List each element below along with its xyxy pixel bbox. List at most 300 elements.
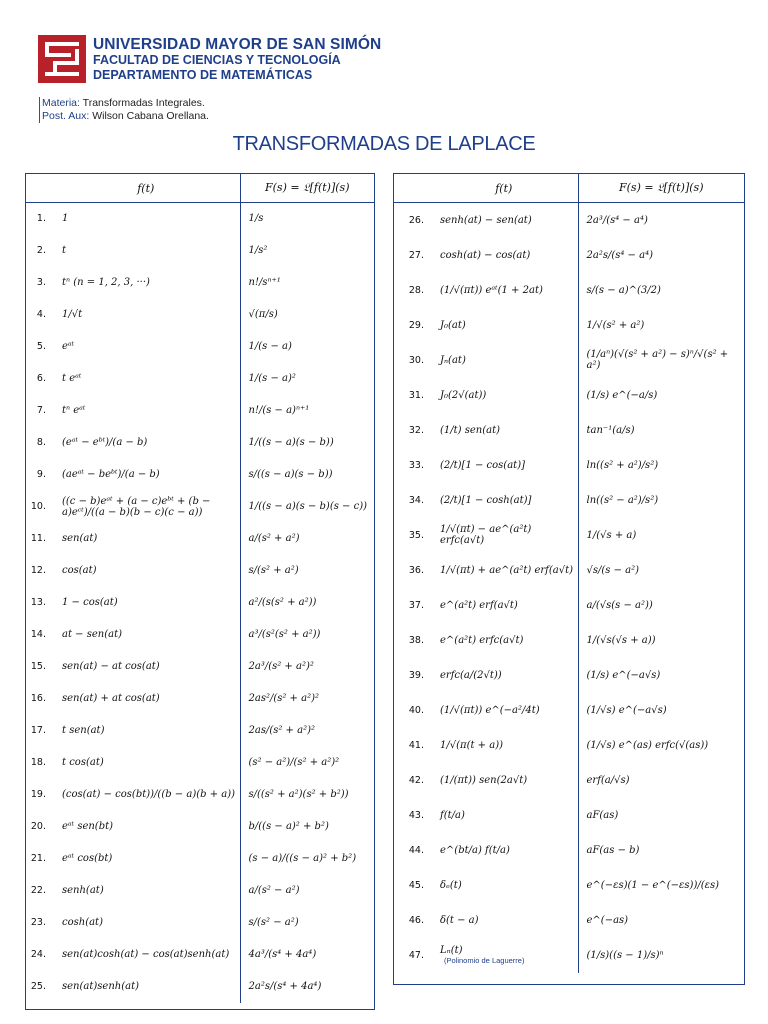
- formula-transform-text: √s/(s − a²): [586, 564, 640, 576]
- formula-function: [52, 747, 240, 779]
- formula-number-text: 3.: [36, 277, 46, 288]
- aux-value: Wilson Cabana Orellana.: [92, 110, 209, 122]
- formula-number: [26, 203, 52, 235]
- formula-number-text: 44.: [408, 844, 424, 856]
- formula-number: [26, 395, 52, 427]
- formula-transform: [578, 588, 744, 623]
- formula-function-text: J₀(at): [440, 319, 466, 331]
- table-row: [394, 728, 744, 763]
- table-row: [394, 273, 744, 308]
- formula-function: [430, 693, 578, 728]
- formula-number-text: 43.: [408, 809, 424, 821]
- header-function: f(t): [430, 174, 578, 203]
- formula-transform-text: 1/√(s² + a²): [586, 319, 645, 331]
- formula-function: [430, 413, 578, 448]
- table-row: [26, 235, 374, 267]
- formula-number-text: 18.: [30, 757, 46, 768]
- formula-function-text: (aeᵃᵗ − beᵇᵗ)/(a − b): [62, 469, 160, 480]
- formula-function: [52, 971, 240, 1003]
- formula-number: [26, 651, 52, 683]
- formula-transform-text: √(π/s): [248, 309, 278, 320]
- formula-function-text: senh(at): [62, 885, 104, 896]
- formula-function: [430, 308, 578, 343]
- formula-function: [52, 491, 240, 523]
- table-row: [26, 715, 374, 747]
- formula-function-text: e^(a²t) erf(a√t): [440, 599, 518, 611]
- formula-function-text: sen(at) + at cos(at): [62, 693, 160, 704]
- table-row: [26, 587, 374, 619]
- formula-function: [430, 623, 578, 658]
- subject-value: Transformadas Integrales.: [82, 97, 205, 109]
- table-row: [394, 238, 744, 273]
- formula-transform: [578, 343, 744, 378]
- formula-number: [26, 779, 52, 811]
- formula-number-text: 17.: [30, 725, 46, 736]
- table-row: [26, 683, 374, 715]
- laplace-table-right: [393, 173, 745, 985]
- header-function: f(t): [52, 174, 240, 203]
- formula-number: [26, 875, 52, 907]
- formula-function-text: δₑ(t): [440, 879, 462, 891]
- table-row: [26, 491, 374, 523]
- formula-transform-text: aF(as): [586, 809, 619, 821]
- formula-transform-text: 1/s²: [248, 245, 268, 256]
- formula-transform: [578, 203, 744, 238]
- formula-transform-text: ln((s² + a²)/s²): [586, 459, 659, 471]
- formula-number-text: 2.: [36, 245, 46, 256]
- formula-number: [26, 331, 52, 363]
- formula-transform-text: 1/((s − a)(s − b)(s − c)): [248, 501, 368, 512]
- header-transform: F(s) = 𝔏[f(t)](s): [240, 174, 374, 203]
- formula-number-text: 29.: [408, 319, 424, 331]
- formula-function: [430, 238, 578, 273]
- formula-transform-text: n!/(s − a)ⁿ⁺¹: [248, 405, 310, 416]
- table-row: [394, 308, 744, 343]
- formula-function-text: Jₙ(at): [440, 354, 466, 366]
- formula-transform-text: erf(a/√s): [586, 774, 630, 786]
- formula-number-text: 46.: [408, 914, 424, 926]
- formula-transform-text: 4a³/(s⁴ + 4a⁴): [248, 949, 317, 960]
- formula-number-text: 25.: [30, 981, 46, 992]
- table-row: [26, 331, 374, 363]
- formula-transform-text: a³/(s²(s² + a²)): [248, 629, 321, 640]
- formula-function: [52, 555, 240, 587]
- formula-number: [26, 587, 52, 619]
- formula-transform-text: 1/(s − a): [248, 341, 292, 352]
- formula-number: [394, 798, 430, 833]
- formula-number-text: 13.: [30, 597, 46, 608]
- formula-transform: [578, 483, 744, 518]
- formula-function-text: t: [62, 245, 67, 256]
- formula-transform: [578, 518, 744, 553]
- formula-number: [26, 363, 52, 395]
- formula-transform: [578, 798, 744, 833]
- formula-function: [52, 235, 240, 267]
- formula-number-text: 34.: [408, 494, 424, 506]
- formula-number: [26, 299, 52, 331]
- formula-transform: [240, 555, 374, 587]
- formula-number: [26, 427, 52, 459]
- table-row: [26, 395, 374, 427]
- university-logo: [38, 35, 86, 83]
- formula-function-text: 1/√t: [62, 309, 83, 320]
- formula-transform: [578, 938, 744, 973]
- table-row: [394, 763, 744, 798]
- formula-number-text: 22.: [30, 885, 46, 896]
- formula-transform: [578, 903, 744, 938]
- formula-number: [26, 811, 52, 843]
- formula-number: [26, 235, 52, 267]
- formula-transform-text: 2a³/(s⁴ − a⁴): [586, 214, 648, 226]
- formula-number-text: 36.: [408, 564, 424, 576]
- formula-number: [26, 939, 52, 971]
- formula-transform: [578, 728, 744, 763]
- formula-function: [430, 903, 578, 938]
- table-row: [394, 518, 744, 553]
- formula-transform-text: 1/(s − a)²: [248, 373, 296, 384]
- table-row: [26, 843, 374, 875]
- formula-function-text: t cos(at): [62, 757, 104, 768]
- formula-transform: [578, 553, 744, 588]
- table-row: [394, 693, 744, 728]
- formula-function: [52, 843, 240, 875]
- formula-transform: [240, 747, 374, 779]
- formula-number: [26, 619, 52, 651]
- formula-function: [52, 619, 240, 651]
- formula-function-text: (2/t)[1 − cosh(at)]: [440, 494, 532, 506]
- formula-function: [52, 811, 240, 843]
- formula-function: [52, 363, 240, 395]
- formula-number: [394, 553, 430, 588]
- formula-function: [52, 683, 240, 715]
- formula-transform-text: (s² − a²)/(s² + a²)²: [248, 757, 340, 768]
- formula-transform: [240, 811, 374, 843]
- formula-number: [394, 903, 430, 938]
- header-number: [26, 174, 52, 203]
- formula-number: [394, 343, 430, 378]
- formula-function: [52, 331, 240, 363]
- formula-transform: [240, 267, 374, 299]
- formula-number-text: 45.: [408, 879, 424, 891]
- formula-number: [26, 523, 52, 555]
- formula-transform: [578, 833, 744, 868]
- formula-number-text: 15.: [30, 661, 46, 672]
- formula-number: [26, 267, 52, 299]
- formula-function: [430, 378, 578, 413]
- formula-transform: [240, 459, 374, 491]
- formula-number: [394, 378, 430, 413]
- table-row: [394, 903, 744, 938]
- formula-transform: [240, 491, 374, 523]
- formula-function: [430, 203, 578, 238]
- formula-transform: [578, 413, 744, 448]
- university-name: UNIVERSIDAD MAYOR DE SAN SIMÓN: [93, 36, 382, 53]
- formula-number-text: 39.: [408, 669, 424, 681]
- formula-number-text: 33.: [408, 459, 424, 471]
- formula-number-text: 6.: [36, 373, 46, 384]
- formula-number: [26, 491, 52, 523]
- formula-function: [52, 523, 240, 555]
- formula-transform-text: 1/((s − a)(s − b)): [248, 437, 334, 448]
- formula-transform-text: 1/(√s(√s + a)): [586, 634, 656, 646]
- formula-note: (Polinomio de Laguerre): [444, 956, 525, 965]
- formula-transform-text: (s − a)/((s − a)² + b²): [248, 853, 357, 864]
- formula-function-text: (1/t) sen(at): [440, 424, 501, 436]
- formula-function-text: δ(t − a): [440, 914, 479, 926]
- formula-transform-text: s/(s² − a²): [248, 917, 299, 928]
- formula-function-text: 1/√(π(t + a)): [440, 739, 503, 751]
- formula-transform-text: s/(s² + a²): [248, 565, 299, 576]
- formula-transform: [578, 448, 744, 483]
- formula-function-text: (1/√(πt)) e^(−a²/4t): [440, 704, 540, 716]
- department-name: DEPARTAMENTO DE MATEMÁTICAS: [93, 68, 313, 82]
- faculty-name: FACULTAD DE CIENCIAS Y TECNOLOGÍA: [93, 53, 341, 67]
- formula-function: [52, 587, 240, 619]
- table-row: [26, 747, 374, 779]
- formula-function: [52, 203, 240, 235]
- formula-transform-text: s/((s² + a²)(s² + b²)): [248, 789, 349, 800]
- formula-number-text: 47.: [408, 949, 424, 961]
- formula-transform: [578, 378, 744, 413]
- formula-function-text: (2/t)[1 − cos(at)]: [440, 459, 525, 471]
- formula-function-text: sen(at)senh(at): [62, 981, 139, 992]
- formula-number-text: 37.: [408, 599, 424, 611]
- formula-function: [430, 273, 578, 308]
- formula-function: [430, 588, 578, 623]
- formula-function-text: (1/(πt)) sen(2a√t): [440, 774, 528, 786]
- formula-function: [430, 553, 578, 588]
- formula-number: [394, 868, 430, 903]
- formula-number: [394, 483, 430, 518]
- formula-function: [52, 427, 240, 459]
- formula-number: [394, 623, 430, 658]
- formula-function-text: 1: [62, 213, 69, 225]
- aux-line: [42, 110, 209, 123]
- formula-transform: [240, 651, 374, 683]
- formula-transform-text: e^(−as): [586, 914, 629, 926]
- formula-function-text: tⁿ (n = 1, 2, 3, ···): [62, 277, 150, 288]
- formula-number: [26, 907, 52, 939]
- formula-transform-text: s/(s − a)^(3/2): [586, 284, 661, 296]
- table-row: [394, 553, 744, 588]
- formula-number-text: 19.: [30, 789, 46, 800]
- formula-transform: [240, 203, 374, 235]
- table-row: [26, 363, 374, 395]
- formula-transform-text: (1/aⁿ)(√(s² + a²) − s)ⁿ/√(s² + a²): [586, 349, 729, 371]
- formula-transform-text: (1/√s) e^(−a√s): [586, 704, 667, 716]
- formula-transform: [578, 763, 744, 798]
- formula-transform: [240, 683, 374, 715]
- formula-transform: [240, 587, 374, 619]
- table-row: [394, 483, 744, 518]
- formula-transform-text: a/(s² − a²): [248, 885, 300, 896]
- formula-function: [52, 907, 240, 939]
- formula-transform: [240, 939, 374, 971]
- formula-number-text: 31.: [408, 389, 424, 401]
- table-row: [394, 833, 744, 868]
- formula-function-text: 1/√(πt) + ae^(a²t) erf(a√t): [440, 564, 574, 576]
- aux-label: Post. Aux:: [42, 110, 90, 122]
- formula-transform-text: s/((s − a)(s − b)): [248, 469, 333, 480]
- formula-transform: [578, 658, 744, 693]
- formula-function-text: at − sen(at): [62, 629, 122, 640]
- formula-function: [52, 715, 240, 747]
- table-row: [394, 343, 744, 378]
- formula-function: [430, 833, 578, 868]
- formula-number: [394, 203, 430, 238]
- formula-number-text: 41.: [408, 739, 424, 751]
- formula-transform: [240, 779, 374, 811]
- formula-number-text: 23.: [30, 917, 46, 928]
- formula-function-text: t eᵃᵗ: [62, 373, 82, 384]
- formula-number-text: 8.: [36, 437, 46, 448]
- laplace-table-left: [25, 173, 375, 1010]
- formula-function-text: f(t/a): [440, 809, 465, 821]
- formula-number: [394, 728, 430, 763]
- formula-number-text: 7.: [36, 405, 46, 416]
- formula-function: [52, 459, 240, 491]
- formula-function: [430, 798, 578, 833]
- formula-function: [430, 938, 578, 973]
- formula-transform-text: 2a²s/(s⁴ − a⁴): [586, 249, 653, 261]
- formula-function-text: eᵃᵗ cos(bt): [62, 853, 113, 864]
- formula-transform: [240, 299, 374, 331]
- formula-function: [52, 267, 240, 299]
- formula-number: [394, 693, 430, 728]
- formula-transform: [240, 363, 374, 395]
- table-row: [26, 523, 374, 555]
- formula-function: [430, 343, 578, 378]
- table-row: [394, 378, 744, 413]
- formula-number: [26, 843, 52, 875]
- formula-number: [394, 938, 430, 973]
- formula-function: [52, 299, 240, 331]
- formula-transform: [240, 875, 374, 907]
- table-row: [394, 203, 744, 238]
- formula-function-text: senh(at) − sen(at): [440, 214, 532, 226]
- table-row: [394, 588, 744, 623]
- formula-number: [394, 273, 430, 308]
- formula-number-text: 38.: [408, 634, 424, 646]
- formula-function-text: (1/√(πt)) eᵃᵗ(1 + 2at): [440, 284, 543, 296]
- formula-transform-text: a/(√s(s − a²)): [586, 599, 653, 611]
- formula-function: [52, 875, 240, 907]
- formula-transform: [240, 619, 374, 651]
- formula-function-text: tⁿ eᵃᵗ: [62, 405, 86, 416]
- formula-number-text: 12.: [30, 565, 46, 576]
- table-row: [394, 448, 744, 483]
- table-row: [26, 619, 374, 651]
- formula-function-text: J₀(2√(at)): [440, 389, 487, 401]
- table-row: [26, 907, 374, 939]
- formula-transform: [240, 843, 374, 875]
- formula-number: [394, 763, 430, 798]
- formula-number-text: 1.: [36, 213, 46, 225]
- table-row: [394, 798, 744, 833]
- table-row: [26, 555, 374, 587]
- formula-function-text: sen(at): [62, 533, 98, 544]
- formula-transform: [240, 395, 374, 427]
- formula-number-text: 16.: [30, 693, 46, 704]
- formula-transform-text: b/((s − a)² + b²): [248, 821, 329, 832]
- formula-number-text: 4.: [36, 309, 46, 320]
- formula-transform: [240, 971, 374, 1003]
- formula-function-text: cos(at): [62, 565, 97, 576]
- formula-transform: [578, 623, 744, 658]
- table-row: [394, 938, 744, 973]
- formula-function-text: e^(bt/a) f(t/a): [440, 844, 510, 856]
- formula-transform: [240, 331, 374, 363]
- formula-number: [26, 459, 52, 491]
- formula-function-text: cosh(at): [62, 917, 103, 928]
- table-row: [26, 779, 374, 811]
- formula-function-text: Lₙ(t): [440, 945, 463, 956]
- formula-function-text: eᵃᵗ sen(bt): [62, 821, 114, 832]
- formula-function-text: sen(at)cosh(at) − cos(at)senh(at): [62, 949, 230, 960]
- formula-function-text: 1/√(πt) − ae^(a²t) erfc(a√t): [440, 524, 532, 546]
- page-title: TRANSFORMADAS DE LAPLACE: [232, 133, 536, 155]
- formula-transform-text: 1/(√s + a): [586, 529, 637, 541]
- formula-number: [394, 238, 430, 273]
- formula-function: [52, 939, 240, 971]
- table-row: [26, 427, 374, 459]
- subject-line: [42, 97, 209, 110]
- formula-number: [394, 518, 430, 553]
- formula-function-text: ((c − b)eᵃᵗ + (a − c)eᵇᵗ + (b − a)eᶜᵗ)/((a − b)(b − c)(c − a)): [62, 495, 211, 518]
- formula-transform-text: 2a³/(s² + a²)²: [248, 661, 314, 672]
- formula-function: [430, 448, 578, 483]
- table-row: [26, 971, 374, 1003]
- formula-function: [430, 763, 578, 798]
- formula-function: [430, 518, 578, 553]
- formula-number: [394, 658, 430, 693]
- formula-number-text: 40.: [408, 704, 424, 716]
- formula-function: [52, 395, 240, 427]
- formula-number: [26, 683, 52, 715]
- header-transform: F(s) = 𝔏[f(t)](s): [578, 174, 744, 203]
- table-row: [26, 651, 374, 683]
- formula-transform-text: 2as/(s² + a²)²: [248, 725, 315, 736]
- formula-transform-text: (1/s) e^(−a√s): [586, 669, 661, 681]
- formula-transform: [578, 308, 744, 343]
- formula-number-text: 20.: [30, 821, 46, 832]
- header-number: [394, 174, 430, 203]
- table-row: [26, 939, 374, 971]
- formula-function-text: erfc(a/(2√t)): [440, 669, 502, 681]
- formula-number: [394, 308, 430, 343]
- formula-transform-text: e^(−εs)(1 − e^(−εs))/(εs): [586, 879, 720, 891]
- table-row: [26, 811, 374, 843]
- formula-transform: [240, 907, 374, 939]
- formula-transform-text: a²/(s(s² + a²)): [248, 597, 317, 608]
- formula-transform-text: (1/s)((s − 1)/s)ⁿ: [586, 949, 664, 961]
- formula-transform-text: 2as²/(s² + a²)²: [248, 693, 319, 704]
- formula-function: [430, 868, 578, 903]
- table-row: [394, 868, 744, 903]
- formula-transform: [578, 868, 744, 903]
- formula-transform-text: a/(s² + a²): [248, 533, 300, 544]
- formula-number-text: 24.: [30, 949, 46, 960]
- formula-number-text: 42.: [408, 774, 424, 786]
- table-row: [26, 875, 374, 907]
- formula-transform: [240, 427, 374, 459]
- formula-function-text: cosh(at) − cos(at): [440, 249, 531, 261]
- formula-transform: [578, 693, 744, 728]
- formula-function-text: eᵃᵗ: [62, 341, 75, 352]
- formula-transform: [240, 235, 374, 267]
- formula-number-text: 35.: [408, 529, 424, 541]
- formula-number-text: 14.: [30, 629, 46, 640]
